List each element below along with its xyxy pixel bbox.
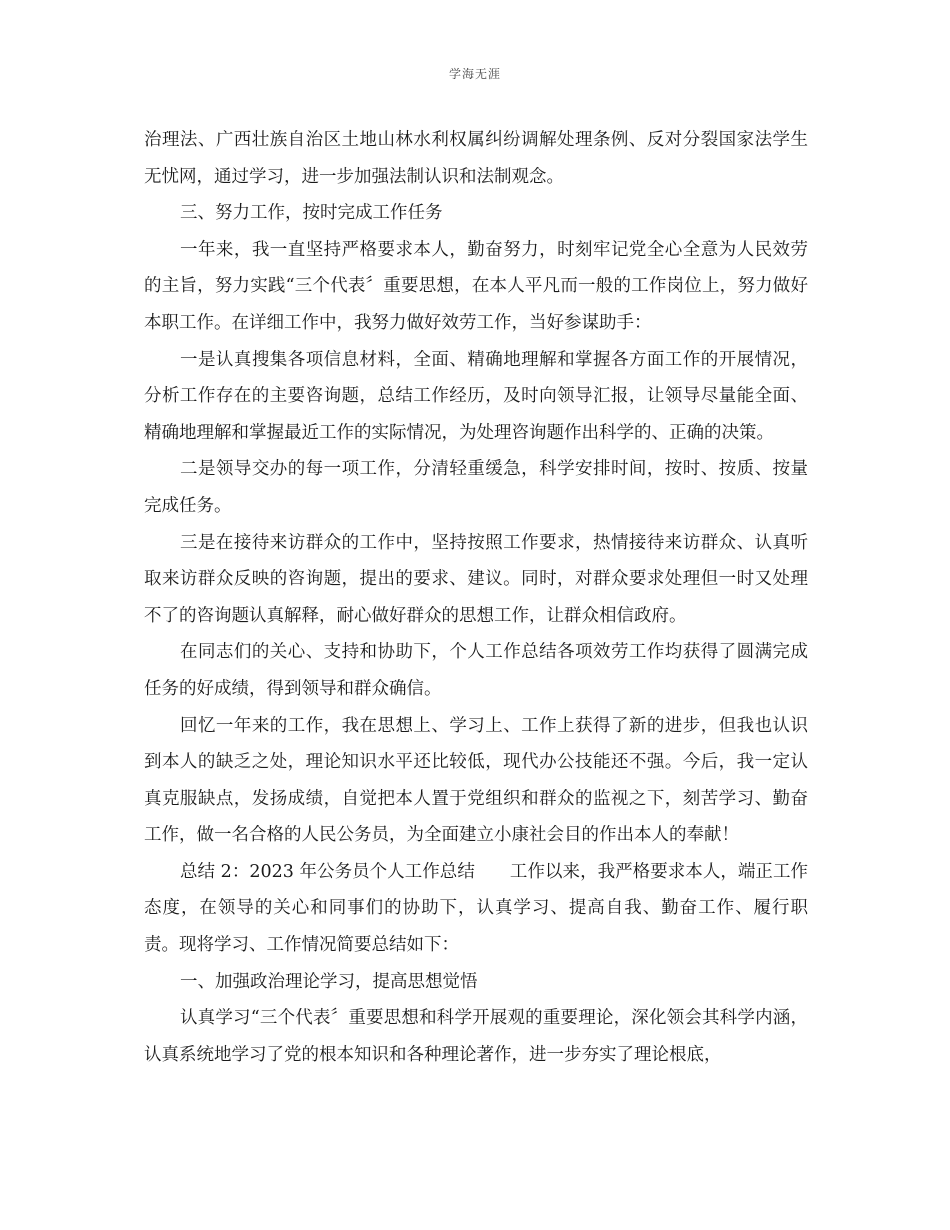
section-heading-1: 一、加强政治理论学习，提高思想觉悟	[180, 971, 478, 992]
paragraph-5: 三是在接待来访群众的工作中，坚持按照工作要求，热情接待来访群众、认真听取来访群众反映的咨询题，提出的要求、建议。同时，对群众要求处理但一时又处理不了的咨询题认真解释，耐心做好群众的思想工作，让群众相信政府。	[144, 532, 808, 626]
paragraph-6: 在同志们的关心、支持和协助下，个人工作总结各项效劳工作均获得了圆满完成任务的好成绩，得到领导和群众确信。	[144, 642, 808, 699]
page-header: 学海无涯	[448, 67, 501, 81]
paragraph-1: 治理法、广西壮族自治区土地山林水利权属纠纷调解处理条例、反对分裂国家法学生无忧网，通过学习，进一步加强法制认识和法制观念。	[144, 130, 808, 187]
paragraph-2: 一年来，我一直坚持严格要求本人，勤奋努力，时刻牢记党全心全意为人民效劳的主旨，努力实践“三个代表〞重要思想，在本人平凡而一般的工作岗位上，努力做好本职工作。在详细工作中，我努力做好效劳工作，当好参谋助手：	[144, 239, 808, 333]
section-heading-3: 三、努力工作，按时完成工作任务	[180, 203, 443, 224]
paragraph-9: 认真学习“三个代表〞重要思想和科学开展观的重要理论，深化领会其科学内涵，认真系统地学习了党的根本知识和各种理论著作，进一步夯实了理论根底，	[144, 1008, 808, 1065]
paragraph-7: 回忆一年来的工作，我在思想上、学习上、工作上获得了新的进步，但我也认识到本人的缺乏之处，理论知识水平还比较低，现代办公技能还不强。今后，我一定认真克服缺点，发扬成绩，自觉把本人置于党组织和群众的监视之下，刻苦学习、勤奋工作，做一名合格的人民公务员，为全面建立小康社会目的作出本人的奉献！	[144, 715, 808, 846]
paragraph-3: 一是认真搜集各项信息材料，全面、精确地理解和掌握各方面工作的开展情况，分析工作存在的主要咨询题，总结工作经历，及时向领导汇报，让领导尽量能全面、精确地理解和掌握最近工作的实际情况，为处理咨询题作出科学的、正确的决策。	[144, 349, 808, 443]
paragraph-4: 二是领导交办的每一项工作，分清轻重缓急，科学安排时间，按时、按质、按量完成任务。	[144, 459, 808, 516]
document-body	[144, 122, 808, 1073]
paragraph-8: 总结 2：2023 年公务员个人工作总结 工作以来，我严格要求本人，端正工作态度，在领导的关心和同事们的协助下，认真学习、提高自我、勤奋工作、履行职责。现将学习、工作情况简要总结如下：	[144, 861, 808, 956]
